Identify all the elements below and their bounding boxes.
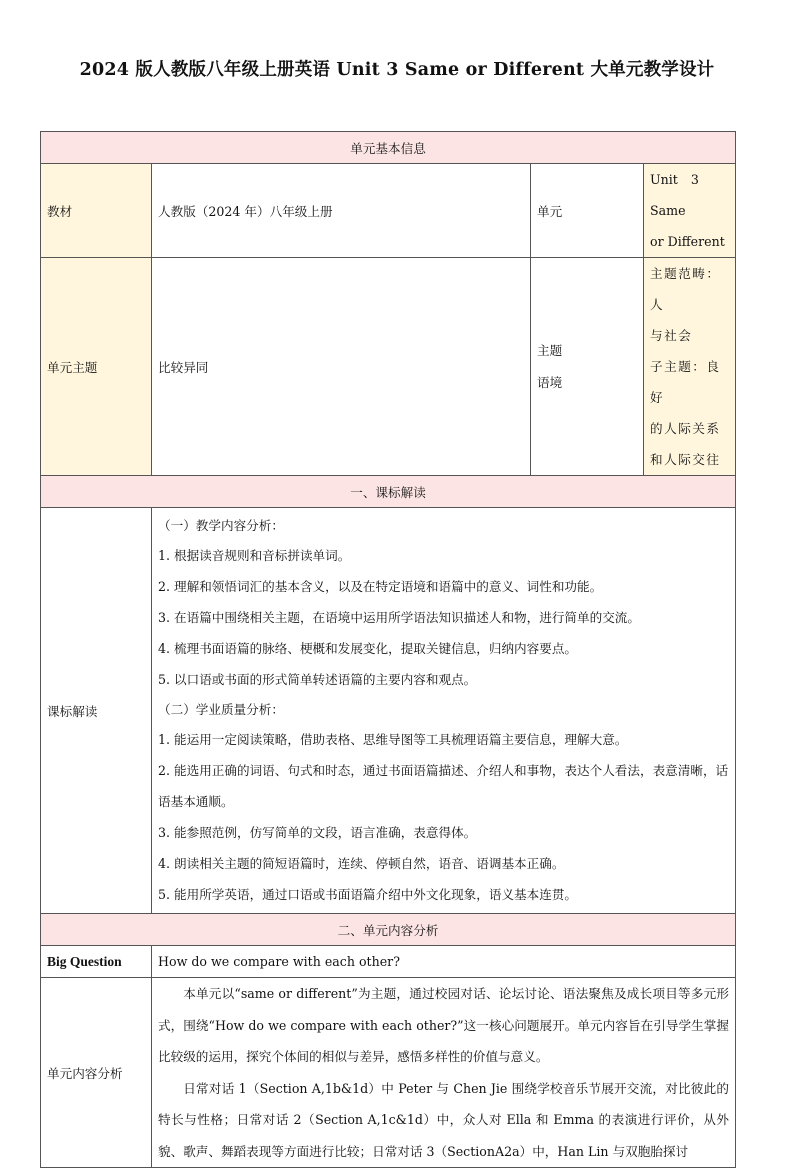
curriculum-label: 课标解读 [41,508,152,914]
content-item: 3. 在语篇中围绕相关主题，在语境中运用所学语法知识描述人和物，进行简单的交流。 [158,610,640,625]
context-line: 子主题：良好 [650,359,721,405]
section1-header-row [41,476,736,508]
analysis-paragraph: 本单元以“same or different”为主题，通过校园对话、论坛讨论、语法聚焦及成长项目等多元形式，围绕“How do we compare with each other?”这一核心问题展开。单元内容旨在引导学生掌握比较级的运用，探究个体间的相似与差异，感悟多样性的价值与意义。 [158,986,729,1064]
curriculum-content [152,508,736,914]
quality-item: 1. 能运用一定阅读策略，借助表格、思维导图等工具梳理语篇主要信息，理解大意。 [158,732,628,747]
unit-value [644,164,736,258]
theme-row [41,258,736,476]
context-label [531,258,644,476]
theme-value: 比较异同 [152,258,531,476]
quality-item: 2. 能选用正确的词语、句式和时态，通过书面语篇描述、介绍人和事物，表达个人看法，表意清晰，话语基本通顺。 [158,763,729,809]
big-question-value: How do we compare with each other? [152,946,736,978]
basic-info-header: 单元基本信息 [41,132,736,164]
content-item: 4. 梳理书面语篇的脉络、梗概和发展变化，提取关键信息，归纳内容要点。 [158,641,578,656]
unit-analysis-content [152,978,736,1168]
content-item: 2. 理解和领悟词汇的基本含义，以及在特定语境和语篇中的意义、词性和功能。 [158,579,603,594]
content-analysis-heading: （一）教学内容分析： [158,518,284,533]
unit-value-line: or Different [650,234,725,249]
quality-item: 3. 能参照范例，仿写简单的文段，语言准确，表意得体。 [158,825,477,840]
section2-header: 二、单元内容分析 [41,914,736,946]
quality-item: 4. 朗读相关主题的简短语篇时，连续、停顿自然，语音、语调基本正确。 [158,856,565,871]
unit-analysis-label: 单元内容分析 [41,978,152,1168]
context-line: 和人际交往 [650,452,721,467]
context-label-line: 主题 [537,342,563,358]
section1-header: 一、课标解读 [41,476,736,508]
context-line: 主题范畴：人 [650,266,721,312]
document-title: 2024 版人教版八年级上册英语 Unit 3 Same or Different 大单元教学设计 [79,60,715,80]
unit-analysis-row [41,978,736,1168]
unit-label: 单元 [531,164,644,258]
quality-analysis-heading: （二）学业质量分析： [158,702,284,717]
quality-item: 5. 能用所学英语，通过口语或书面语篇介绍中外文化现象，语义基本连贯。 [158,887,578,902]
big-question-label: Big Question [41,946,152,978]
big-question-row [41,946,736,978]
context-line: 与社会 [650,328,693,343]
theme-label: 单元主题 [41,258,152,476]
textbook-value: 人教版（2024 年）八年级上册 [152,164,531,258]
unit-design-table [40,131,736,1168]
context-line: 的人际关系 [650,421,721,436]
textbook-row [41,164,736,258]
context-value [644,258,736,476]
context-label-line: 语境 [537,374,563,390]
basic-info-header-row [41,132,736,164]
section2-header-row [41,914,736,946]
curriculum-row [41,508,736,914]
textbook-label: 教材 [41,164,152,258]
content-item: 5. 以口语或书面的形式简单转述语篇的主要内容和观点。 [158,672,477,687]
analysis-paragraph: 日常对话 1（Section A,1b&1d）中 Peter 与 Chen Jie 围绕学校音乐节展开交流，对比彼此的特长与性格；日常对话 2（Section A,1c&1d）中，众人对 Ella 和 Emma 的表演进行评价，从外貌、歌声、舞蹈表现等方面进行比较；日常对话 3（SectionA2a）中，Han Lin 与双胞胎探讨 [158,1080,729,1159]
content-item: 1. 根据读音规则和音标拼读单词。 [158,548,351,563]
unit-value-line: Unit 3 Same [650,172,699,218]
